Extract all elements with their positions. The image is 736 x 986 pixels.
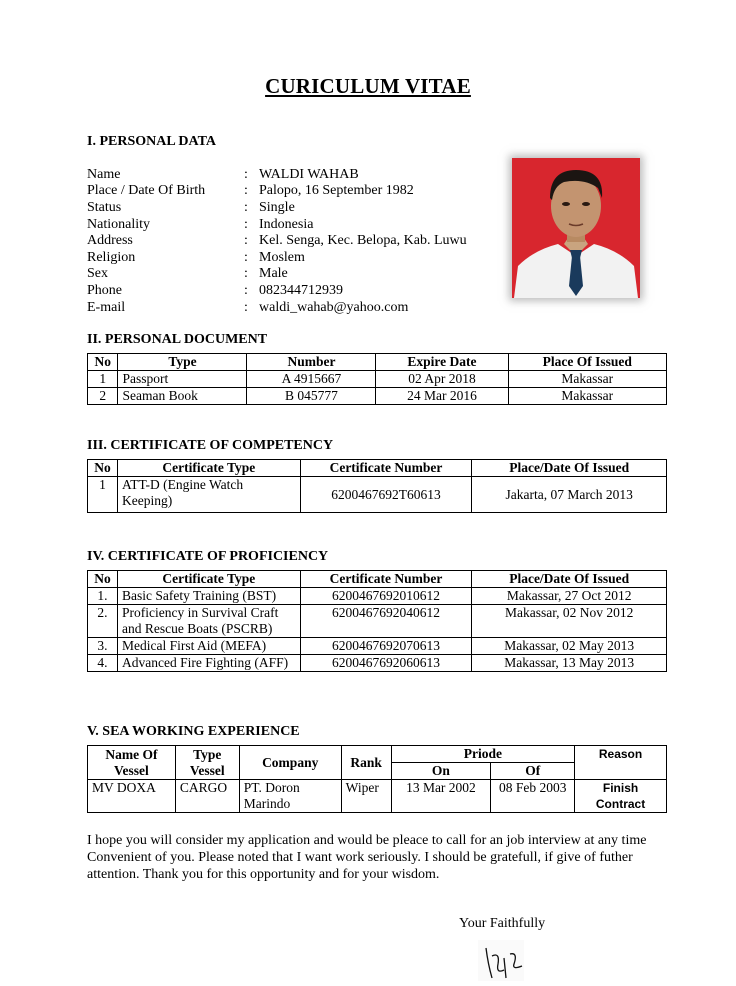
table-cell: 6200467692070613 [300,638,472,655]
table-cell: 6200467692T60613 [300,477,472,513]
field-value: Palopo, 16 September 1982 [259,183,414,198]
column-header: No [88,354,118,371]
table-cell: MV DOXA [88,780,176,813]
field-value: Kel. Senga, Kec. Belopa, Kab. Luwu [259,233,467,248]
table-cell: Wiper [341,780,391,813]
field-value: Male [259,266,288,281]
field-colon: : [244,217,248,232]
field-label: Religion [87,250,136,265]
field-colon: : [244,283,248,298]
section-heading-personal-document: II. PERSONAL DOCUMENT [87,332,268,347]
field-value: 082344712939 [259,283,343,298]
column-header: Rank [341,746,391,780]
competency-table [87,459,667,513]
column-header: Certificate Number [300,571,472,588]
table-row [88,371,667,388]
field-value: Indonesia [259,217,314,232]
field-value: waldi_wahab@yahoo.com [259,300,409,315]
table-cell: Makassar, 13 May 2013 [472,655,667,672]
table-cell: Jakarta, 07 March 2013 [472,477,667,513]
column-header: On [391,763,491,780]
section-heading-personal-data: I. PERSONAL DATA [87,134,217,149]
field-colon: : [244,200,248,215]
column-header: Place/Date Of Issued [472,571,667,588]
column-header: Priode [391,746,575,763]
table-cell: Basic Safety Training (BST) [117,588,300,605]
column-header: Of [491,763,575,780]
table-cell: 2. [88,605,118,638]
field-colon: : [244,233,248,248]
field-value: Single [259,200,295,215]
field-label: Place / Date Of Birth [87,183,206,198]
field-label: E-mail [87,300,126,315]
table-row [88,605,667,638]
column-header: Number [247,354,376,371]
profile-photo [512,158,640,298]
table-cell: Makassar, 02 May 2013 [472,638,667,655]
field-colon: : [244,300,248,315]
table-cell: Proficiency in Survival Craft and Rescue Boats (PSCRB) [117,605,300,638]
field-label: Phone [87,283,122,298]
column-header: Reason [575,746,667,780]
column-header: No [88,460,118,477]
column-header: Place Of Issued [508,354,666,371]
column-header: Certificate Type [117,460,300,477]
table-cell: 6200467692040612 [300,605,472,638]
table-header-row [88,571,667,588]
table-cell: 3. [88,638,118,655]
table-cell: 4. [88,655,118,672]
field-colon: : [244,167,248,182]
table-header-row [88,746,667,763]
table-row [88,655,667,672]
table-cell: 6200467692010612 [300,588,472,605]
table-cell: 24 Mar 2016 [376,388,508,405]
table-cell: 2 [88,388,118,405]
column-header: Certificate Type [117,571,300,588]
column-header: Certificate Number [300,460,472,477]
table-cell: 1 [88,371,118,388]
table-row [88,638,667,655]
table-cell: Makassar, 02 Nov 2012 [472,605,667,638]
table-cell: 08 Feb 2003 [491,780,575,813]
table-row [88,477,667,513]
field-colon: : [244,266,248,281]
field-value: Moslem [259,250,305,265]
table-cell: Makassar [508,371,666,388]
field-label: Sex [87,266,108,281]
column-header: No [88,571,118,588]
column-header: Type Vessel [175,746,239,780]
section-heading-sea-experience: V. SEA WORKING EXPERIENCE [87,724,300,739]
closing-paragraph: I hope you will consider my application and would be pleace to call for an job interview at any time Convenient of you. Please noted that I want work seriously. I should be gratefull, if give of futher attention. Thank you for this opportunity and for your wisdom. [87,833,647,882]
table-cell: 02 Apr 2018 [376,371,508,388]
table-cell: Passport [118,371,247,388]
table-row [88,588,667,605]
table-cell: 1 [88,477,118,513]
column-header: Type [118,354,247,371]
column-header: Company [239,746,341,780]
table-row [88,780,667,813]
table-cell: Makassar, 27 Oct 2012 [472,588,667,605]
table-cell: ATT-D (Engine Watch Keeping) [117,477,300,513]
column-header: Name Of Vessel [88,746,176,780]
table-cell: B 045777 [247,388,376,405]
table-cell: PT. Doron Marindo [239,780,341,813]
section-heading-proficiency: IV. CERTIFICATE OF PROFICIENCY [87,549,329,564]
section-heading-competency: III. CERTIFICATE OF COMPETENCY [87,438,334,453]
signoff: Your Faithfully [459,916,546,931]
table-cell: 13 Mar 2002 [391,780,491,813]
document-title: CURICULUM VITAE [265,74,471,98]
column-header: Expire Date [376,354,508,371]
table-cell: A 4915667 [247,371,376,388]
table-cell: Medical First Aid (MEFA) [117,638,300,655]
table-cell: CARGO [175,780,239,813]
table-cell: Seaman Book [118,388,247,405]
table-header-row [88,354,667,371]
column-header: Place/Date Of Issued [472,460,667,477]
field-colon: : [244,183,248,198]
field-label: Name [87,167,121,182]
field-label: Status [87,200,122,215]
field-label: Nationality [87,217,150,232]
field-colon: : [244,250,248,265]
sea-experience-table [87,745,667,813]
table-cell: 6200467692060613 [300,655,472,672]
field-label: Address [87,233,133,248]
table-header-row [88,460,667,477]
signature-image [470,934,532,981]
field-value: WALDI WAHAB [259,167,359,182]
table-cell: Makassar [508,388,666,405]
personal-document-table [87,353,667,405]
table-cell: Advanced Fire Fighting (AFF) [117,655,300,672]
proficiency-table [87,570,667,672]
table-cell: Finish Contract [575,780,667,813]
table-cell: 1. [88,588,118,605]
table-row [88,388,667,405]
